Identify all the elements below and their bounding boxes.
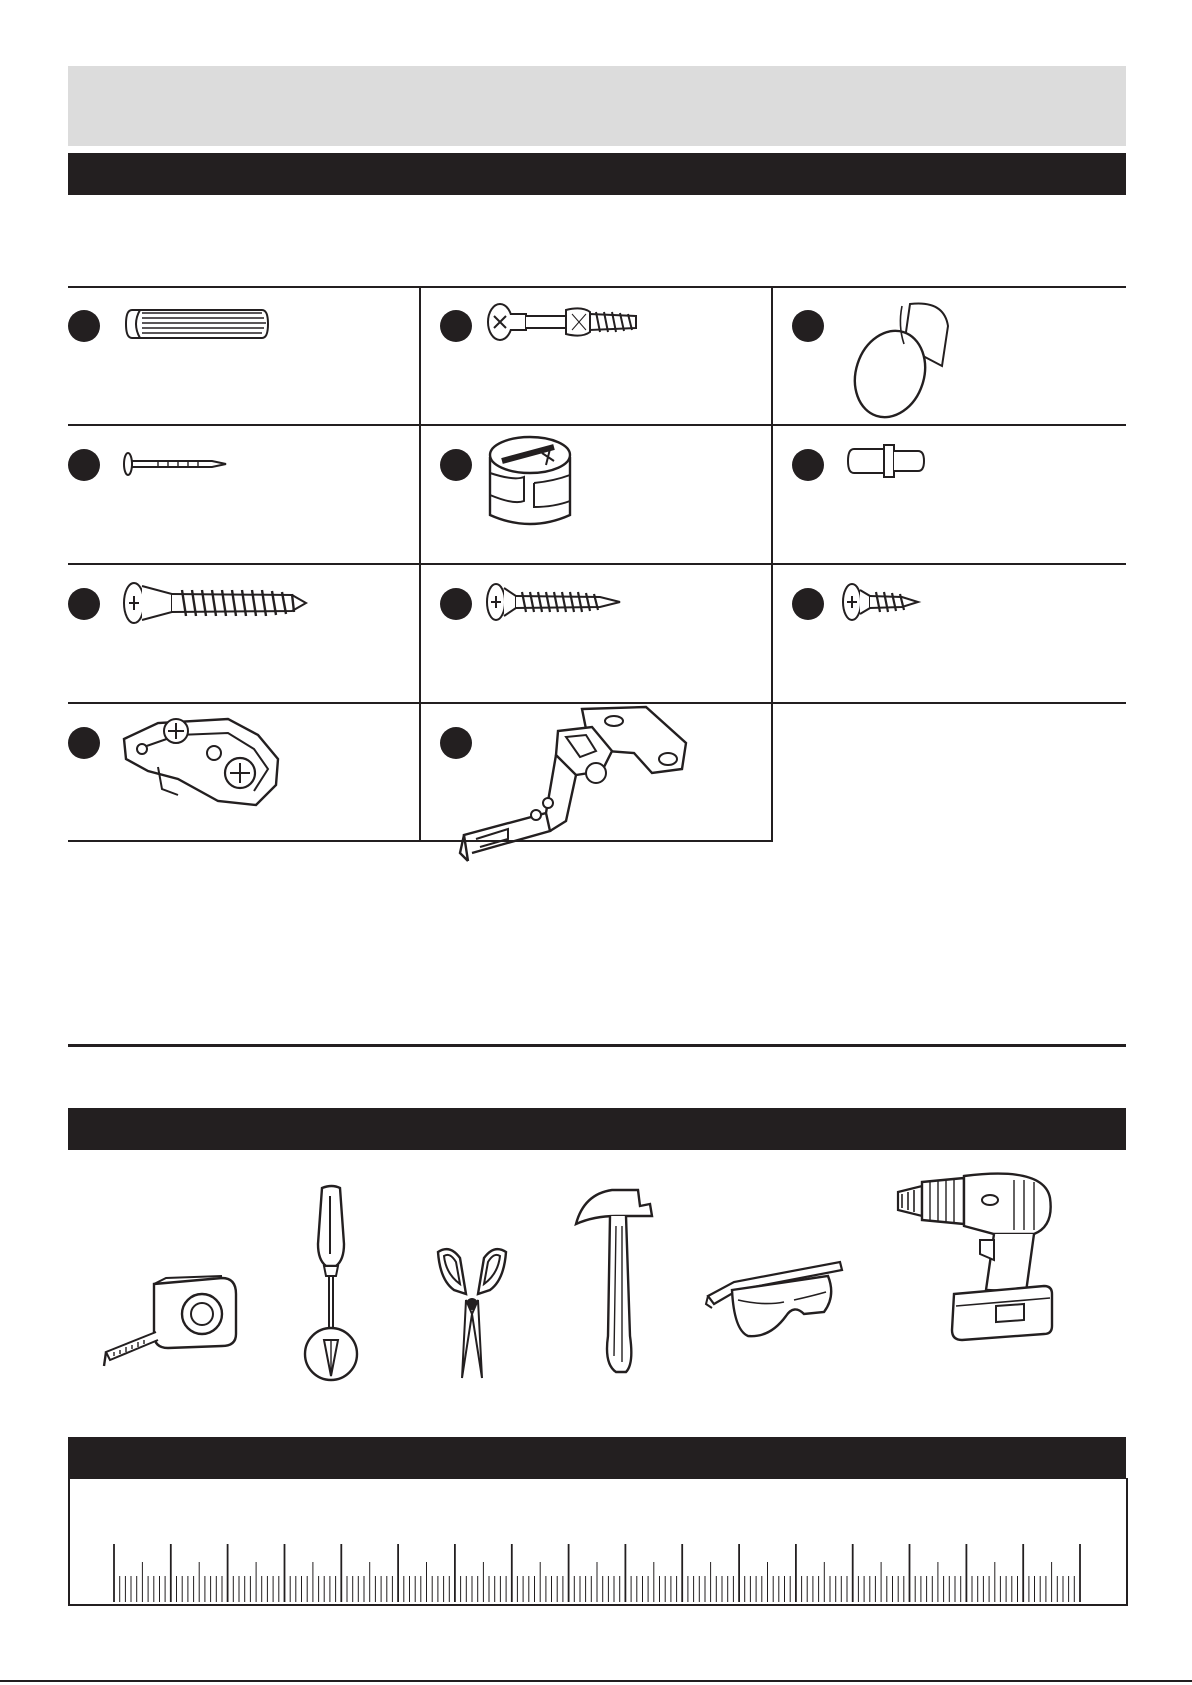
power-drill-icon — [894, 1170, 1074, 1350]
door-handle-icon — [840, 296, 960, 420]
fitting-cell-j — [68, 703, 418, 840]
fitting-cell-f — [772, 425, 1126, 562]
item-marker — [440, 449, 472, 481]
fitting-cell-i — [772, 564, 1126, 701]
tool-tape-measure — [104, 1274, 244, 1379]
fittings-grid — [68, 286, 1126, 842]
fitting-cell-k — [420, 703, 770, 840]
item-marker — [68, 727, 100, 759]
screwdriver-icon — [296, 1184, 366, 1384]
tool-power-drill — [894, 1170, 1074, 1355]
dowel-icon — [122, 304, 272, 344]
medium-screw-icon — [486, 580, 626, 624]
hinge-plate-icon — [118, 709, 288, 809]
item-marker — [68, 588, 100, 620]
fitting-cell-h — [420, 564, 770, 701]
tools-row — [68, 1160, 1126, 1380]
title-panel — [68, 66, 1126, 146]
tape-measure-icon — [104, 1274, 244, 1374]
hammer-icon — [568, 1186, 658, 1376]
shelf-support-icon — [844, 441, 928, 481]
tool-hammer — [568, 1186, 658, 1381]
fittings-section-bar — [68, 153, 1126, 195]
item-marker — [68, 310, 100, 342]
fitting-cell-e — [420, 425, 770, 562]
ruler-scale — [70, 1478, 1126, 1604]
ruler-panel — [68, 1478, 1128, 1606]
item-marker — [792, 588, 824, 620]
scissors-icon — [432, 1244, 512, 1380]
hinge-icon — [446, 701, 706, 861]
tool-safety-glasses — [704, 1256, 844, 1351]
fitting-cell-b — [420, 286, 770, 423]
item-marker — [440, 588, 472, 620]
fitting-cell-c — [772, 286, 1126, 423]
short-screw-icon — [842, 580, 922, 624]
tool-screwdriver — [296, 1184, 366, 1389]
ruler-section-bar — [68, 1437, 1126, 1479]
fitting-cell-d — [68, 425, 418, 562]
long-screw-icon — [122, 578, 312, 628]
section-divider — [68, 1044, 1126, 1047]
tools-section-bar — [68, 1108, 1126, 1150]
safety-glasses-icon — [704, 1256, 844, 1346]
cam-bolt-icon — [486, 300, 656, 344]
cam-lock-icon — [484, 433, 580, 533]
item-marker — [440, 310, 472, 342]
item-marker — [68, 449, 100, 481]
footer-rule — [0, 1680, 1192, 1682]
item-marker — [792, 449, 824, 481]
tool-scissors — [432, 1244, 512, 1385]
nail-icon — [122, 449, 232, 479]
item-marker — [792, 310, 824, 342]
fitting-cell-a — [68, 286, 418, 423]
fitting-cell-g — [68, 564, 418, 701]
